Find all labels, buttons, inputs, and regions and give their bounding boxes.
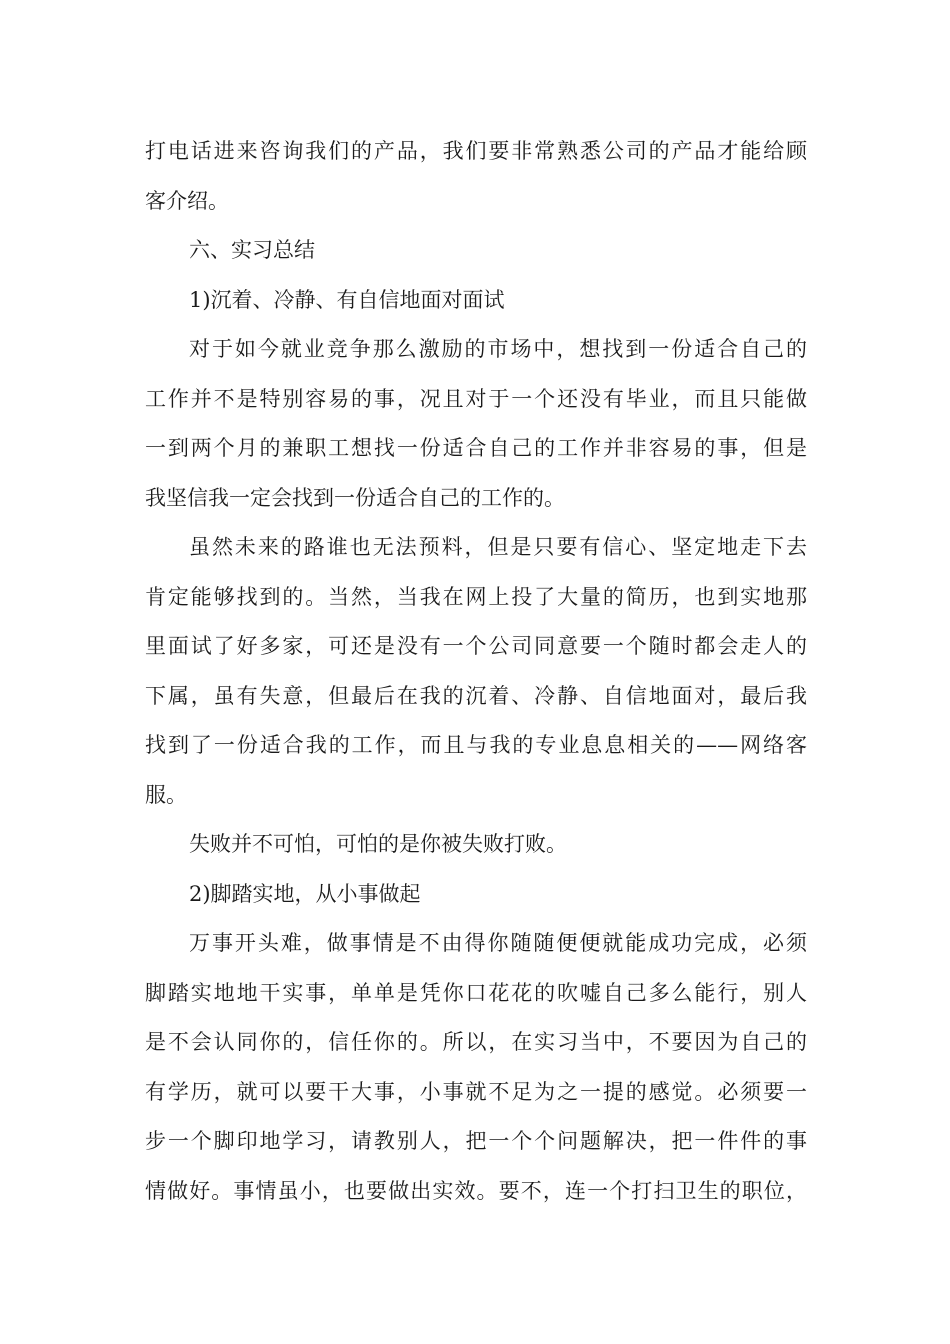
text-line: 情做好。事情虽小，也要做出实效。要不，连一个打扫卫生的职位，	[145, 1178, 807, 1203]
text-line: 万事开头难，做事情是不由得你随随便便就能成功完成，必须	[189, 931, 807, 955]
text-line: 是不会认同你的，信任你的。所以，在实习当中，不要因为自己的	[145, 1030, 807, 1054]
text-line: 服。	[145, 782, 187, 807]
text-line: 肯定能够找到的。当然，当我在网上投了大量的简历，也到实地那	[145, 584, 807, 609]
subsection-heading: 2)脚踏实地，从小事做起	[189, 881, 421, 906]
document-page	[145, 127, 807, 1216]
text-line: 步一个脚印地学习，请教别人，把一个个问题解决，把一件件的事	[145, 1129, 807, 1153]
text-line: 下属，虽有失意，但最后在我的沉着、冷静、自信地面对，最后我	[145, 683, 807, 708]
text-line: 我坚信我一定会找到一份适合自己的工作的。	[145, 485, 565, 510]
subsection-heading: 1)沉着、冷静、有自信地面对面试	[189, 287, 505, 312]
section-heading: 六、实习总结	[189, 238, 315, 262]
text-line: 打电话进来咨询我们的产品，我们要非常熟悉公司的产品才能给顾	[145, 139, 807, 163]
text-line: 找到了一份适合我的工作，而且与我的专业息息相关的——网络客	[145, 733, 807, 757]
text-line: 工作并不是特别容易的事，况且对于一个还没有毕业，而且只能做	[145, 386, 807, 411]
text-line: 客介绍。	[145, 188, 229, 213]
text-line: 有学历，就可以要干大事，小事就不足为之一提的感觉。必须要一	[145, 1079, 807, 1104]
text-line: 失败并不可怕，可怕的是你被失败打败。	[189, 832, 567, 856]
text-line: 虽然未来的路谁也无法预料，但是只要有信心、坚定地走下去	[189, 535, 807, 559]
text-line: 里面试了好多家，可还是没有一个公司同意要一个随时都会走人的	[145, 634, 807, 658]
text-line: 对于如今就业竞争那么激励的市场中，想找到一份适合自己的	[189, 337, 807, 361]
text-line: 一到两个月的兼职工想找一份适合自己的工作并非容易的事，但是	[145, 436, 807, 460]
text-line: 脚踏实地地干实事，单单是凭你口花花的吹嘘自己多么能行，别人	[145, 980, 807, 1005]
